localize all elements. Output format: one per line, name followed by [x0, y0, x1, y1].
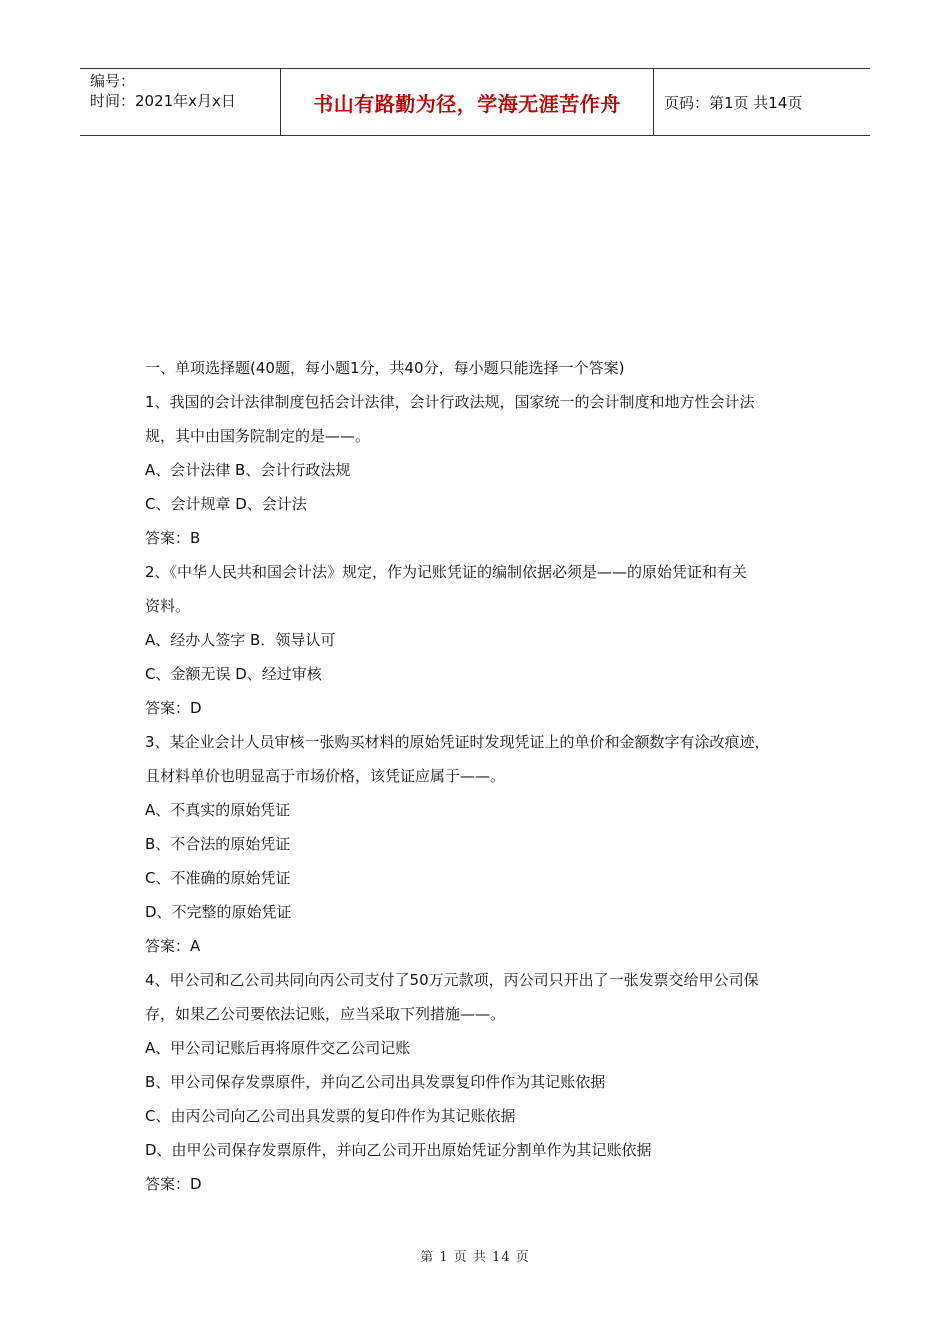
- question-2-text-cont: 资料。: [145, 597, 191, 615]
- question-4-text-cont: 存，如果乙公司要依法记账，应当采取下列措施——。: [145, 1005, 506, 1023]
- header-meta: [80, 69, 281, 135]
- question-4-option-d: D、由甲公司保存发票原件，并向乙公司开出原始凭证分割单作为其记账依据: [145, 1141, 652, 1159]
- question-4-text: 4、甲公司和乙公司共同向丙公司支付了50万元款项，丙公司只开出了一张发票交给甲公司保: [145, 971, 759, 989]
- question-1-text-cont: 规，其中由国务院制定的是——。: [145, 427, 371, 445]
- time-label: 时间：2021年x月x日: [90, 92, 236, 110]
- header-motto: 书山有路勤为径，学海无涯苦作舟: [281, 69, 654, 135]
- number-label: 编号：: [90, 72, 136, 90]
- page-footer: 第 1 页 共 14 页: [420, 1250, 530, 1265]
- question-2-options-ab: A、经办人签字 B．领导认可: [145, 631, 336, 649]
- question-1-answer: 答案：B: [145, 529, 201, 547]
- question-3-option-b: B、不合法的原始凭证: [145, 835, 291, 853]
- question-3-text: 3、某企业会计人员审核一张购买材料的原始凭证时发现凭证上的单价和金额数字有涂改痕迹，: [145, 733, 770, 751]
- question-3-option-a: A、不真实的原始凭证: [145, 801, 291, 819]
- question-2-text: 2、《中华人民共和国会计法》规定，作为记账凭证的编制依据必须是——的原始凭证和有关: [145, 563, 748, 581]
- document-body: [145, 356, 825, 1206]
- document-header: [80, 68, 870, 136]
- header-page-label: 页码：第1页 共14页: [664, 93, 803, 112]
- question-3-option-d: D、不完整的原始凭证: [145, 903, 292, 921]
- question-3-option-c: C、不准确的原始凭证: [145, 869, 291, 887]
- question-4-option-b: B、甲公司保存发票原件，并向乙公司出具发票复印件作为其记账依据: [145, 1073, 606, 1091]
- question-1-options-cd: C、会计规章 D、会计法: [145, 495, 307, 513]
- question-4-answer: 答案：D: [145, 1175, 202, 1193]
- question-4-option-c: C、由丙公司向乙公司出具发票的复印件作为其记账依据: [145, 1107, 516, 1125]
- question-3-answer: 答案：A: [145, 937, 201, 955]
- question-3-text-cont: 且材料单价也明显高于市场价格，该凭证应属于——。: [145, 767, 506, 785]
- section-heading: 一、单项选择题(40题，每小题1分，共40分，每小题只能选择一个答案): [145, 359, 625, 377]
- question-2-options-cd: C、金额无误 D、经过审核: [145, 665, 322, 683]
- question-1-text: 1、我国的会计法律制度包括会计法律，会计行政法规，国家统一的会计制度和地方性会计法: [145, 393, 755, 411]
- question-2-answer: 答案：D: [145, 699, 202, 717]
- question-1-options-ab: A、会计法律 B、会计行政法规: [145, 461, 351, 479]
- question-4-option-a: A、甲公司记账后再将原件交乙公司记账: [145, 1039, 411, 1057]
